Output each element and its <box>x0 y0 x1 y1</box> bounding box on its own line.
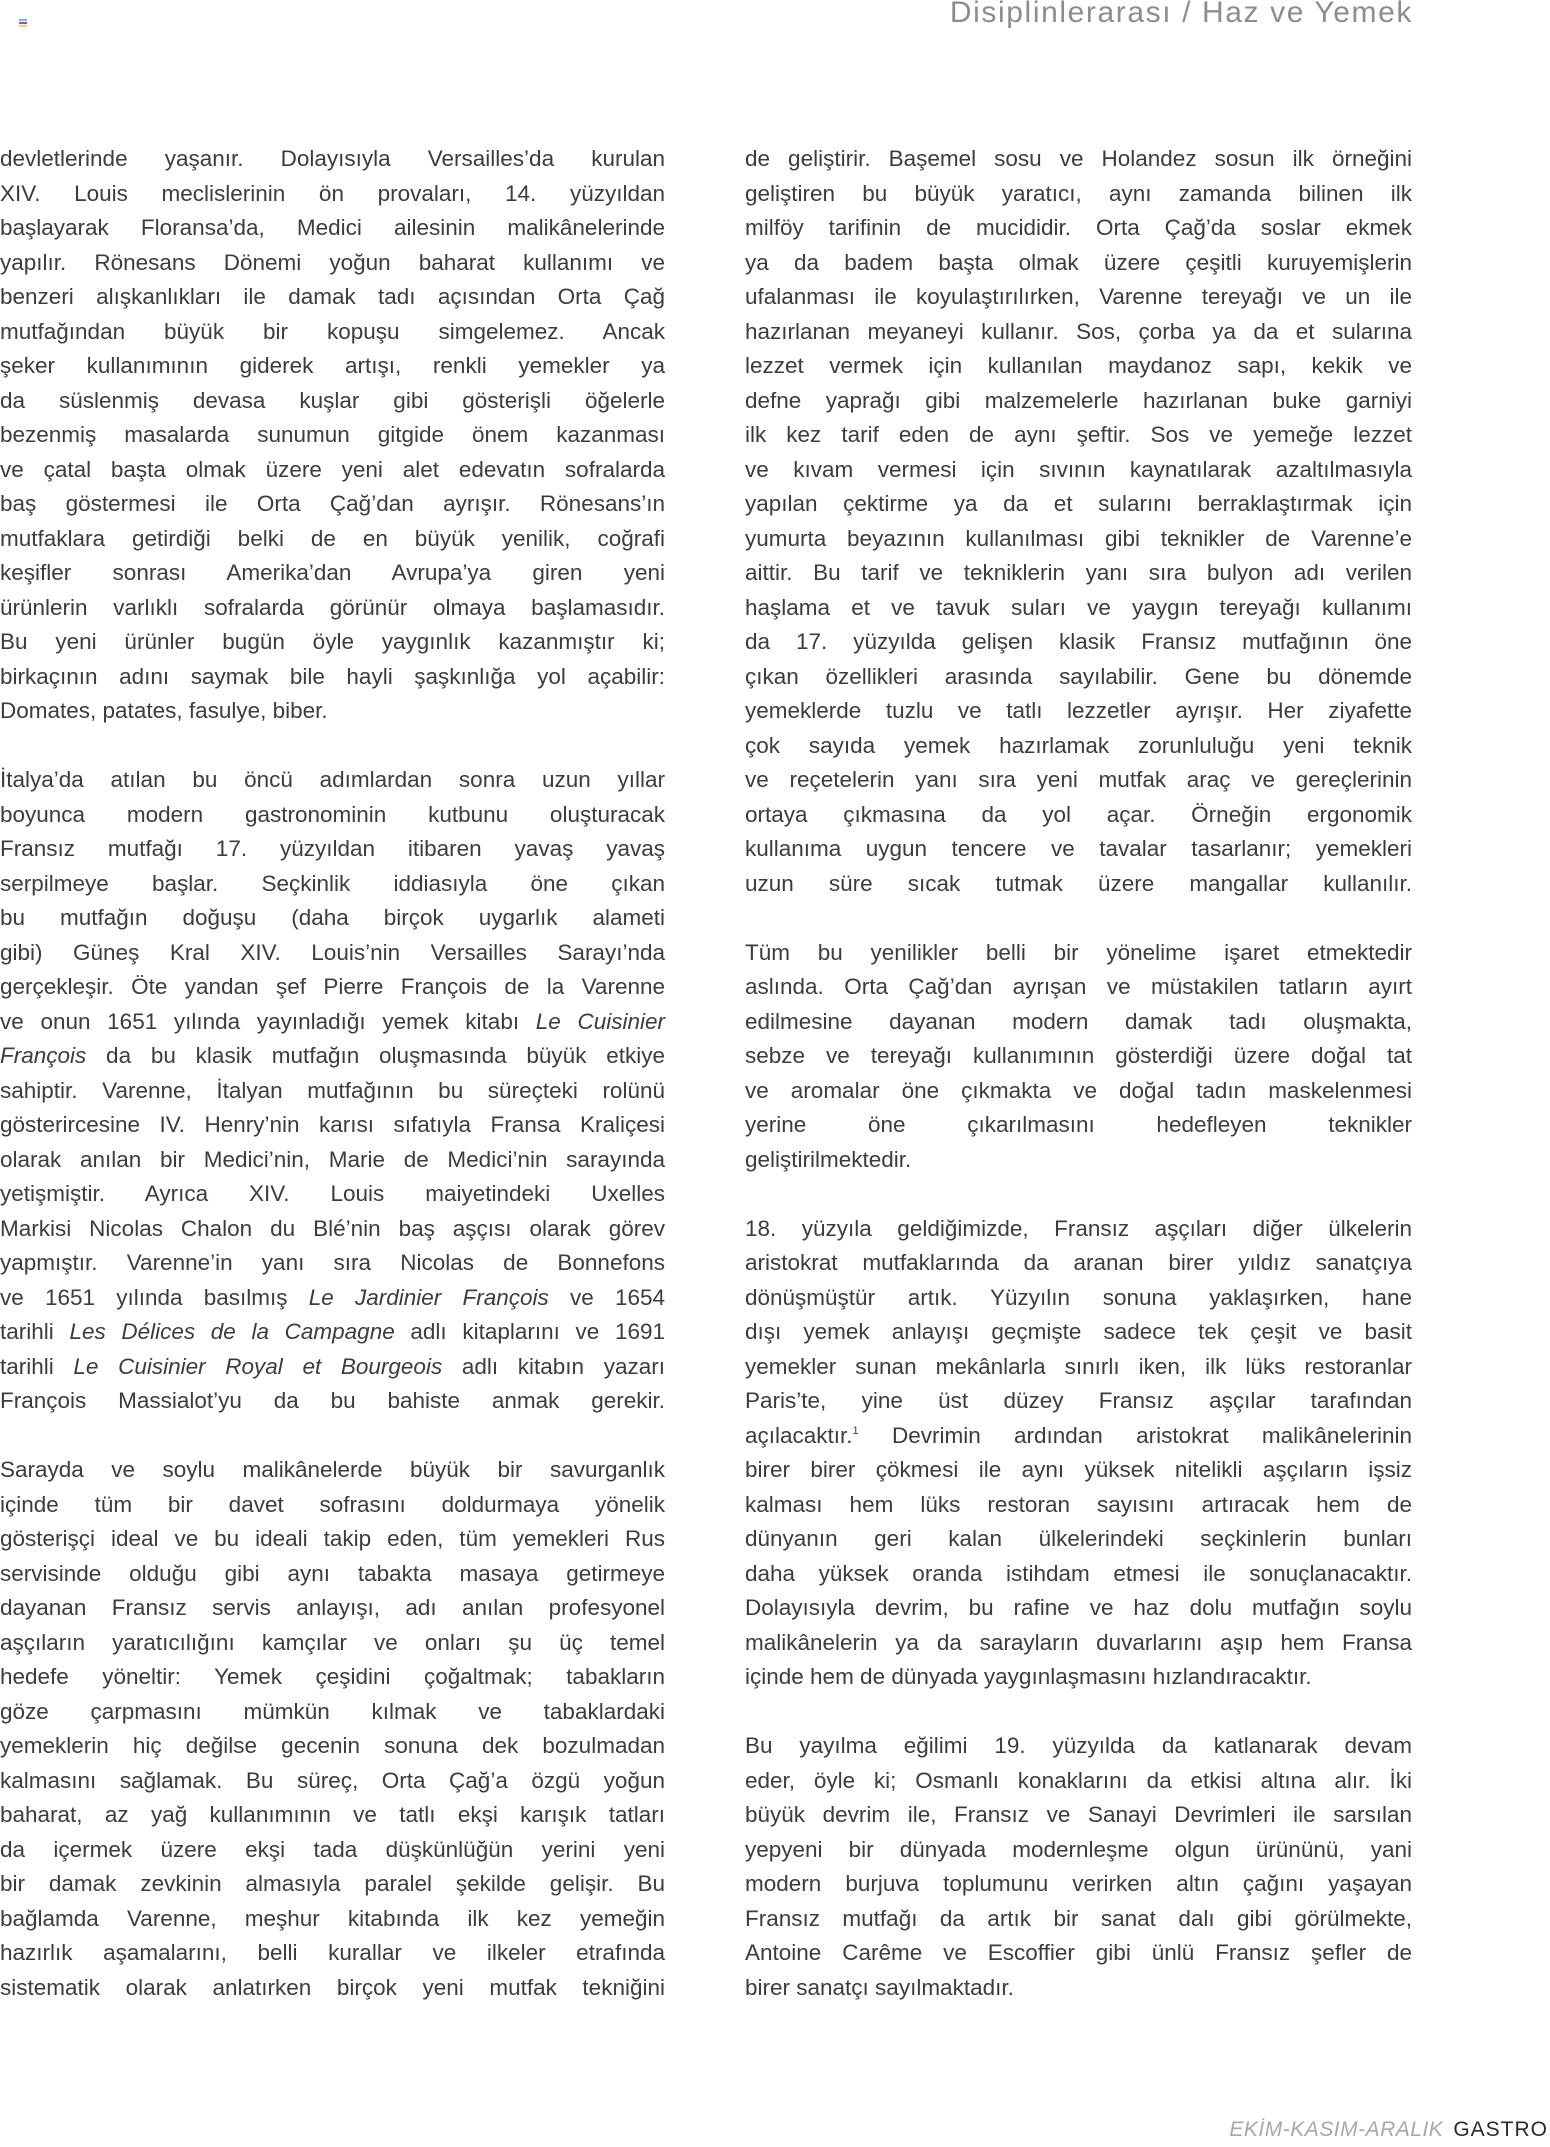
text-run: yapılır. Rönesans Dönemi yoğun baharat kullanımı ve <box>0 249 665 275</box>
text-line <box>0 211 665 246</box>
text-line <box>745 315 1412 350</box>
book-title: Le Cuisinier Royal et Bourgeois <box>73 1353 443 1379</box>
paragraph-gap <box>745 1695 1412 1730</box>
text-run: dışı yemek anlayışı geçmişte sadece tek çeşit ve basit <box>745 1319 1412 1344</box>
text-run: edilmesine dayanan modern damak tadı oluşmakta, <box>745 1008 1412 1034</box>
text-line <box>0 280 665 315</box>
text-run: ve aromalar öne çıkmakta ve doğal tadın maskelenmesi <box>745 1077 1412 1103</box>
text-run: ilk kez tarif eden de aynı şeftir. Sos ve yemeğe lezzet <box>745 422 1412 447</box>
text-line <box>0 763 665 798</box>
text-run: İtalya’da atılan bu öncü adımlardan sonra uzun yıllar <box>0 767 665 792</box>
text-run: ve 1651 yılında basılmış <box>0 1284 309 1310</box>
text-run: milföy tarifinin de mucididir. Orta Çağ’da soslar ekmek <box>745 215 1412 240</box>
magazine-name: GASTRO <box>1453 2118 1548 2141</box>
book-title: Le Jardinier François <box>308 1284 549 1310</box>
book-title: Le Cuisinier <box>535 1008 665 1034</box>
text-run: Fransız mutfağı 17. yüzyıldan itibaren yavaş yavaş <box>0 836 665 861</box>
text-run: içinde tüm bir davet sofrasını doldurmaya yönelik <box>0 1491 665 1517</box>
text-line <box>0 315 665 350</box>
running-header-title: Disiplinlerarası / Haz ve Yemek <box>949 0 1413 29</box>
text-run: ve onun 1651 yılında yayınladığı yemek kitabı <box>0 1008 536 1034</box>
book-title: François <box>0 1043 87 1068</box>
text-line <box>0 1246 665 1281</box>
text-run: tarihli <box>0 1319 70 1344</box>
text-line <box>745 1971 1412 2006</box>
logo-stripe <box>19 22 27 24</box>
text-run: bağlamda Varenne, meşhur kitabında ilk kez yemeğin <box>0 1905 665 1931</box>
text-line <box>0 1764 665 1799</box>
text-run: 18. yüzyıla geldiğimizde, Fransız aşçıları diğer ülkelerin <box>745 1215 1412 1241</box>
text-line <box>0 1971 665 2006</box>
text-line <box>0 832 665 867</box>
text-run: François Massialot’yu da bu bahiste anmak gerekir. <box>0 1388 665 1413</box>
text-line <box>745 1660 1412 1695</box>
text-line <box>745 142 1412 177</box>
text-run: yemekler sunan mekânlarla sınırlı iken, ilk lüks restoranlar <box>745 1353 1412 1379</box>
text-run: bir damak zevkinin almasıyla paralel şekilde gelişir. Bu <box>0 1871 665 1896</box>
text-run: içinde hem de dünyada yaygınlaşmasını hızlandıracaktır. <box>745 1664 1312 1689</box>
text-line <box>0 1867 665 1902</box>
text-run: ufalanması ile koyulaştırılırken, Varenne tereyağı ve un ile <box>745 284 1412 309</box>
logo-stripe <box>19 25 27 27</box>
text-line <box>745 1764 1412 1799</box>
text-line <box>745 280 1412 315</box>
text-line <box>745 1488 1412 1523</box>
text-run: Devrimin ardından aristokrat malikânelerinin <box>858 1422 1412 1448</box>
text-run: çıkan özellikleri arasında sayılabilir. Gene bu dönemde <box>745 663 1412 689</box>
text-line <box>745 1626 1412 1661</box>
text-line <box>0 384 665 419</box>
text-line <box>745 418 1412 453</box>
text-run: da süslenmiş devasa kuşlar gibi gösterişli öğelerle <box>0 387 665 413</box>
text-line <box>0 1522 665 1557</box>
text-line <box>0 1488 665 1523</box>
text-line <box>745 936 1412 971</box>
text-line <box>745 1039 1412 1074</box>
text-line <box>0 1384 665 1419</box>
text-run: aşçıların yaratıcılığını kamçılar ve onları şu üç temel <box>0 1629 665 1655</box>
text-line <box>745 867 1412 902</box>
text-line <box>745 1833 1412 1868</box>
text-run: adlı kitaplarını ve 1691 <box>394 1319 665 1344</box>
text-line <box>745 1729 1412 1764</box>
text-run: kullanıma uygun tencere ve tavalar tasarlanır; yemekleri <box>745 836 1412 861</box>
text-run: ve kıvam vermesi için sıvının kaynatılarak azaltılmasıyla <box>745 456 1412 482</box>
text-line <box>745 729 1412 764</box>
text-run: XIV. Louis meclislerinin ön provaları, 14. yüzyıldan <box>0 180 665 206</box>
text-run: aristokrat mutfaklarında da aranan birer yıldız sanatçıya <box>745 1250 1412 1275</box>
text-run: sahiptir. Varenne, İtalyan mutfağının bu süreçteki rolünü <box>0 1077 665 1103</box>
text-line <box>745 246 1412 281</box>
text-run: daha yüksek oranda istihdam etmesi ile sonuçlanacaktır. <box>745 1560 1412 1586</box>
text-line <box>745 694 1412 729</box>
text-run: devletlerinde yaşanır. Dolayısıyla Versailles’da kurulan <box>0 146 665 171</box>
text-line <box>745 1419 1412 1454</box>
text-line <box>0 1005 665 1040</box>
text-line <box>0 1729 665 1764</box>
text-line <box>0 1108 665 1143</box>
text-run: bu mutfağın doğuşu (daha birçok uygarlık alameti <box>0 905 665 930</box>
text-line <box>745 1902 1412 1937</box>
text-line <box>0 1833 665 1868</box>
text-line <box>0 349 665 384</box>
text-run: sistematik olarak anlatırken birçok yeni mutfak tekniğini <box>0 1974 665 2000</box>
page-footer <box>1229 2118 1548 2142</box>
text-run: Domates, patates, fasulye, biber. <box>0 698 328 723</box>
text-run: gerçekleşir. Öte yandan şef Pierre François de la Varenne <box>0 974 665 999</box>
text-line <box>0 1798 665 1833</box>
text-line <box>0 177 665 212</box>
text-line <box>745 591 1412 626</box>
issue-label: EKİM-KASIM-ARALIK <box>1229 2118 1444 2141</box>
logo-stripe <box>19 19 27 21</box>
text-run: modern burjuva toplumunu verirken altın çağını yaşayan <box>745 1871 1412 1896</box>
text-line <box>745 384 1412 419</box>
text-line <box>0 1039 665 1074</box>
text-run: tarihli <box>0 1353 74 1379</box>
text-run: aslında. Orta Çağ’dan ayrışan ve müstakilen tatların ayırt <box>745 974 1412 999</box>
text-run: lezzet vermek için kullanılan maydanoz sapı, kekik ve <box>745 353 1412 378</box>
text-run: da 17. yüzyılda gelişen klasik Fransız mutfağının öne <box>745 629 1412 654</box>
text-line <box>745 798 1412 833</box>
text-run: de geliştirir. Başemel sosu ve Holandez sosun ilk örneğini <box>745 146 1412 171</box>
text-run: geliştiren bu büyük yaratıcı, aynı zamanda bilinen ilk <box>745 180 1412 206</box>
text-line <box>745 625 1412 660</box>
text-run: uzun süre sıcak tutmak üzere mangallar kullanılır. <box>745 870 1412 896</box>
text-run: boyunca modern gastronominin kutbunu oluşturacak <box>0 801 665 827</box>
text-run: olarak anılan bir Medici’nin, Marie de Medici’nin sarayında <box>0 1146 665 1172</box>
text-run: Sarayda ve soylu malikânelerde büyük bir savurganlık <box>0 1457 665 1482</box>
text-run: göze çarpmasını mümkün kılmak ve tabaklardaki <box>0 1698 665 1724</box>
text-line <box>745 1315 1412 1350</box>
text-run: Bu yeni ürünler bugün öyle yaygınlık kazanmıştır ki; <box>0 629 665 654</box>
text-run: birer birer çökmesi ile aynı yüksek nitelikli aşçıların işsiz <box>745 1457 1412 1482</box>
text-line <box>0 694 665 729</box>
text-run: ve çatal başta olmak üzere yeni alet edevatın sofralarda <box>0 456 665 482</box>
text-line <box>745 832 1412 867</box>
text-run: adlı kitabın yazarı <box>442 1353 665 1379</box>
paragraph-gap <box>0 729 665 764</box>
text-run: da içermek üzere ekşi tada düşkünlüğün yerini yeni <box>0 1836 665 1862</box>
text-run: geliştirilmektedir. <box>745 1146 912 1172</box>
text-line <box>0 142 665 177</box>
text-line <box>745 487 1412 522</box>
text-run: kalması hem lüks restoran sayısını artıracak hem de <box>745 1491 1412 1517</box>
article-column-left <box>0 142 665 2005</box>
paragraph-gap <box>745 1177 1412 1212</box>
text-line <box>745 1074 1412 1109</box>
text-line <box>745 1798 1412 1833</box>
text-run: yerine öne çıkarılmasını hedefleyen teknikler <box>745 1112 1412 1137</box>
text-run: dünyanın geri kalan ülkelerindeki seçkinlerin bunları <box>745 1526 1412 1551</box>
text-line <box>0 970 665 1005</box>
paragraph-gap <box>745 901 1412 936</box>
text-line <box>0 591 665 626</box>
text-run: büyük devrim ile, Fransız ve Sanayi Devrimleri ile sarsılan <box>745 1802 1412 1827</box>
text-line <box>745 1384 1412 1419</box>
text-run: yepyeni bir dünyada modernleşme olgun ürününü, yani <box>745 1836 1412 1862</box>
text-run: yumurta beyazının kullanılması gibi teknikler de Varenne’e <box>745 525 1412 551</box>
magazine-logo-icon <box>19 19 27 28</box>
text-run: haşlama et ve tavuk suları ve yaygın tereyağı kullanımı <box>745 594 1412 620</box>
text-line <box>745 453 1412 488</box>
paragraph-gap <box>0 1419 665 1454</box>
text-run: Bu yayılma eğilimi 19. yüzyılda da katlanarak devam <box>745 1733 1412 1758</box>
text-line <box>745 1350 1412 1385</box>
text-line <box>745 1246 1412 1281</box>
text-line <box>0 1591 665 1626</box>
footnote-marker: 1 <box>852 1424 859 1437</box>
text-run: birkaçının adını saymak bile hayli şaşkınlığa yol açabilir: <box>0 663 665 689</box>
text-line <box>745 1281 1412 1316</box>
text-run: birer sanatçı sayılmaktadır. <box>745 1974 1014 2000</box>
text-run: ve 1654 <box>548 1284 665 1310</box>
text-run: defne yaprağı gibi malzemelerle hazırlanan buke garniyi <box>745 387 1412 413</box>
text-line <box>0 556 665 591</box>
text-run: baharat, az yağ kullanımının ve tatlı ekşi karışık tatları <box>0 1802 665 1827</box>
text-run: hazırlık aşamalarını, belli kurallar ve ilkeler etrafında <box>0 1940 665 1965</box>
article-column-right <box>745 142 1412 2005</box>
text-line <box>745 1005 1412 1040</box>
text-run: dönüşmüştür artık. Yüzyılın sonuna yaklaşırken, hane <box>745 1284 1412 1310</box>
text-run: Markisi Nicolas Chalon du Blé’nin baş aşçısı olarak görev <box>0 1215 665 1241</box>
text-line <box>745 1108 1412 1143</box>
text-line <box>0 660 665 695</box>
text-line <box>0 522 665 557</box>
text-run: yemeklerde tuzlu ve tatlı lezzetler ayrışır. Her ziyafette <box>745 698 1412 723</box>
text-line <box>745 1867 1412 1902</box>
text-line <box>0 1626 665 1661</box>
text-line <box>745 349 1412 384</box>
text-run: malikânelerin ya da sarayların duvarlarını aşıp hem Fransa <box>745 1629 1412 1655</box>
text-line <box>0 1350 665 1385</box>
text-run: yetişmiştir. Ayrıca XIV. Louis maiyetindeki Uxelles <box>0 1181 665 1206</box>
text-line <box>745 763 1412 798</box>
text-run: Fransız mutfağı da artık bir sanat dalı gibi görülmekte, <box>745 1905 1412 1931</box>
text-run: Paris’te, yine üst düzey Fransız aşçılar tarafından <box>745 1388 1412 1413</box>
text-run: açılacaktır. <box>745 1422 853 1448</box>
text-line <box>0 1212 665 1247</box>
text-run: Dolayısıyla devrim, bu rafine ve haz dolu mutfağın soylu <box>745 1595 1412 1620</box>
text-run: hedefe yöneltir: Yemek çeşidini çoğaltmak; tabakların <box>0 1664 665 1689</box>
text-line <box>0 453 665 488</box>
text-run: sebze ve tereyağı kullanımının gösterdiği üzere doğal tat <box>745 1043 1412 1068</box>
text-run: serpilmeye başlar. Seçkinlik iddiasıyla öne çıkan <box>0 870 665 896</box>
text-line <box>0 901 665 936</box>
text-run: gösterircesine IV. Henry’nin karısı sıfatıyla Fransa Kraliçesi <box>0 1112 665 1137</box>
text-run: Tüm bu yenilikler belli bir yönelime işaret etmektedir <box>745 939 1412 965</box>
text-line <box>745 660 1412 695</box>
text-line <box>745 1143 1412 1178</box>
text-line <box>745 211 1412 246</box>
text-line <box>0 936 665 971</box>
text-run: yapmıştır. Varenne’in yanı sıra Nicolas de Bonnefons <box>0 1250 665 1275</box>
text-run: yemeklerin hiç değilse gecenin sonuna dek bozulmadan <box>0 1733 665 1758</box>
text-run: servisinde olduğu gibi aynı tabakta masaya getirmeye <box>0 1560 665 1586</box>
text-line <box>0 418 665 453</box>
text-line <box>0 246 665 281</box>
text-line <box>745 1557 1412 1592</box>
text-run: bezenmiş masalarda sunumun gitgide önem kazanması <box>0 422 665 447</box>
text-line <box>745 970 1412 1005</box>
book-title: Les Délices de la Campagne <box>69 1319 395 1344</box>
text-line <box>745 556 1412 591</box>
text-line <box>0 1315 665 1350</box>
text-line <box>0 1557 665 1592</box>
text-run: şeker kullanımının giderek artışı, renkli yemekler ya <box>0 353 665 378</box>
text-run: mutfaklara getirdiği belki de en büyük yenilik, coğrafi <box>0 525 665 551</box>
text-run: gibi) Güneş Kral XIV. Louis’nin Versailles Sarayı’nda <box>0 939 665 965</box>
text-line <box>745 522 1412 557</box>
text-line <box>0 1074 665 1109</box>
text-line <box>0 1143 665 1178</box>
text-line <box>745 1212 1412 1247</box>
text-line <box>745 177 1412 212</box>
text-run: ve reçetelerin yanı sıra yeni mutfak araç ve gereçlerinin <box>745 767 1412 792</box>
text-line <box>0 1177 665 1212</box>
text-run: kalmasını sağlamak. Bu süreç, Orta Çağ’a özgü yoğun <box>0 1767 665 1793</box>
text-line <box>0 1453 665 1488</box>
text-run: keşifler sonrası Amerika’dan Avrupa’ya giren yeni <box>0 560 665 585</box>
text-line <box>745 1591 1412 1626</box>
text-run: eder, öyle ki; Osmanlı konaklarını da etkisi altına alır. İki <box>745 1767 1412 1793</box>
text-line <box>0 1660 665 1695</box>
text-run: mutfağından büyük bir kopuşu simgelemez. Ancak <box>0 318 665 344</box>
text-run: ürünlerin varlıklı sofralarda görünür olmaya başlamasıdır. <box>0 594 665 620</box>
text-run: Antoine Carême ve Escoffier gibi ünlü Fransız şefler de <box>745 1940 1412 1965</box>
text-line <box>0 1695 665 1730</box>
text-run: benzeri alışkanlıkları ile damak tadı açısından Orta Çağ <box>0 284 665 309</box>
text-run: hazırlanan meyaneyi kullanır. Sos, çorba ya da et sularına <box>745 318 1412 344</box>
text-run: ortaya çıkmasına da yol açar. Örneğin ergonomik <box>745 801 1412 827</box>
text-run: çok sayıda yemek hazırlamak zorunluluğu yeni teknik <box>745 732 1412 758</box>
text-line <box>0 1936 665 1971</box>
text-line <box>745 1453 1412 1488</box>
text-run: gösterişçi ideal ve bu ideali takip eden, tüm yemekleri Rus <box>0 1526 665 1551</box>
text-run: baş göstermesi ile Orta Çağ’dan ayrışır. Rönesans’ın <box>0 491 665 516</box>
text-line <box>745 1522 1412 1557</box>
text-run: da bu klasik mutfağın oluşmasında büyük etkiye <box>86 1043 665 1068</box>
text-run: başlayarak Floransa’da, Medici ailesinin malikânelerinde <box>0 215 665 240</box>
text-run: aittir. Bu tarif ve tekniklerin yanı sıra bulyon adı verilen <box>745 560 1412 585</box>
text-line <box>745 1936 1412 1971</box>
text-line <box>0 867 665 902</box>
text-run: yapılan çektirme ya da et sularını berraklaştırmak için <box>745 491 1412 516</box>
text-line <box>0 1902 665 1937</box>
text-line <box>0 798 665 833</box>
text-run: ya da badem başta olmak üzere çeşitli kuruyemişlerin <box>745 249 1412 275</box>
text-line <box>0 487 665 522</box>
text-line <box>0 625 665 660</box>
text-line <box>0 1281 665 1316</box>
text-run: dayanan Fransız servis anlayışı, adı anılan profesyonel <box>0 1595 665 1620</box>
